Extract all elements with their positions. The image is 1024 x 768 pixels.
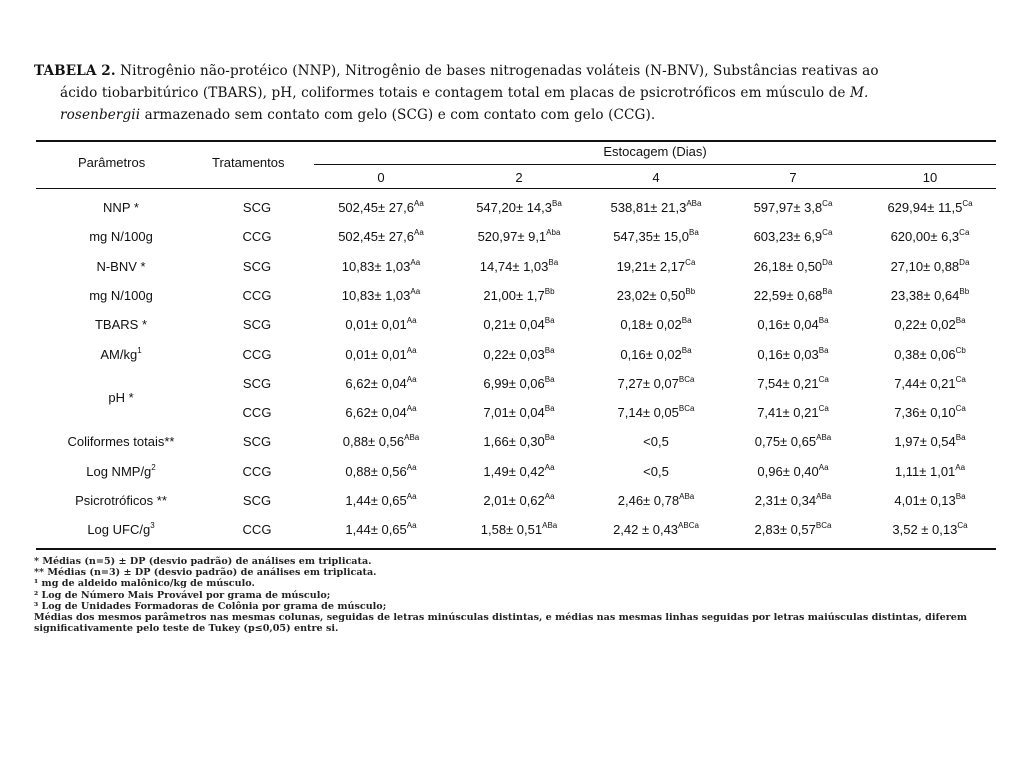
table-cell: $7,01\pm 0,04^{Ba}$ xyxy=(483,404,555,421)
table-cell: $7,36\pm 0,10^{Ca}$ xyxy=(894,404,966,421)
header-day-10: 10 xyxy=(922,170,938,185)
treatment-label: CCG xyxy=(242,463,272,479)
footnote: Médias dos mesmos parâmetros nas mesmas colunas, seguidas de letras minúsculas distintas, e médias nas mesmas linhas seguidas por letras maiúsculas distintas, diferem significativamente pelo teste de Tukey (p≤0,05) entre si. xyxy=(34,612,968,635)
treatment-label: SCG xyxy=(242,375,272,391)
parameter-label: Psicrotróficos ** xyxy=(75,493,167,508)
caption-line-3: rosenbergii armazenado sem contato com gelo (SCG) e com contato com gelo (CCG). xyxy=(60,107,656,123)
table-cell: $3,52 \pm 0,13^{Ca}$ xyxy=(892,521,968,538)
table-bottom-rule xyxy=(36,548,996,550)
table-cell: $0,18\pm 0,02^{Ba}$ xyxy=(620,316,692,333)
treatment-label: SCG xyxy=(242,258,272,274)
parameter-label: N-BNV * xyxy=(96,258,146,274)
table-cell: $1,58\pm 0,51^{ABa}$ xyxy=(480,521,558,538)
table-cell: $21,00\pm 1,7^{Bb}$ xyxy=(483,286,555,303)
treatment-label: SCG xyxy=(242,200,272,215)
table-cell: $7,27\pm 0,07^{BCa}$ xyxy=(617,374,695,391)
header-storage-days: Estocagem (Dias) xyxy=(603,144,707,159)
table-cell: $27,10\pm 0,88^{Da}$ xyxy=(890,257,970,274)
table-cell: $2,46\pm 0,78^{ABa}$ xyxy=(617,492,695,508)
table-cell: $0,01\pm 0,01^{Aa}$ xyxy=(345,345,417,362)
table-cell: $538,81\pm 21,3^{ABa}$ xyxy=(610,199,702,215)
table-cell: $6,62\pm 0,04^{Aa}$ xyxy=(345,374,417,391)
treatment-label: CCG xyxy=(242,229,272,245)
table-cell: $2,42 \pm 0,43^{ABCa}$ xyxy=(613,521,699,538)
parameter-label: Log NMP/$g^2$ xyxy=(86,462,156,479)
table-cell: <0,5 xyxy=(643,434,669,450)
parameter-label: $AM/kg^1$ xyxy=(100,345,142,362)
table-cell: $10,83\pm 1,03^{Aa}$ xyxy=(341,286,421,303)
table-cell: $2,31\pm 0,34^{ABa}$ xyxy=(754,492,832,508)
table-cell: $7,14\pm 0,05^{BCa}$ xyxy=(617,404,695,421)
table-cell: $0,22\pm 0,02^{Ba}$ xyxy=(894,316,966,333)
treatment-label: CCG xyxy=(242,346,272,362)
table-cell: $0,16\pm 0,02^{Ba}$ xyxy=(620,345,692,362)
table-cell: $22,59\pm 0,68^{Ba}$ xyxy=(753,286,833,303)
table-cell: $0,16\pm 0,03^{Ba}$ xyxy=(757,345,829,362)
table-cell: $620,00\pm 6,3^{Ca}$ xyxy=(890,228,970,245)
caption-label: TABELA 2. xyxy=(34,63,116,79)
footnote: * Médias (n=5) ± DP (desvio padrão) de análises em triplicata. xyxy=(34,556,372,567)
header-storage-rule xyxy=(314,164,996,165)
footnote: ¹ mg de aldeido malônico/kg de músculo. xyxy=(34,578,255,590)
table-cell: $7,54\pm 0,21^{Ca}$ xyxy=(757,374,829,391)
table-cell: $10,83\pm 1,03^{Aa}$ xyxy=(341,257,421,274)
table-cell: $0,22\pm 0,03^{Ba}$ xyxy=(483,345,555,362)
table-cell: $547,20\pm 14,3^{Ba}$ xyxy=(476,199,562,215)
parameter-label: mg N/100g xyxy=(89,287,153,303)
table-cell: $19,21\pm 2,17^{Ca}$ xyxy=(616,257,696,274)
table-cell: $0,01\pm 0,01^{Aa}$ xyxy=(345,316,417,333)
parameter-label: TBARS * xyxy=(94,317,147,333)
parameter-label: mg N/100g xyxy=(89,229,153,245)
table-cell: $1,49\pm 0,42^{Aa}$ xyxy=(483,462,555,479)
table-cell: $1,11\pm 1,01^{Aa}$ xyxy=(894,462,966,479)
table-cell: $629,94\pm 11,5^{Ca}$ xyxy=(887,199,973,215)
table-cell: $502,45\pm 27,6^{Aa}$ xyxy=(338,199,424,215)
caption-line-1: TABELA 2. Nitrogênio não-protéico (NNP), Nitrogênio de bases nitrogenadas voláteis (N-BNV), Substâncias reativas ao xyxy=(34,63,879,79)
header-day-7: 7 xyxy=(789,170,797,185)
header-day-2: 2 xyxy=(515,170,523,185)
table-cell: $520,97\pm 9,1^{Aba}$ xyxy=(477,228,561,245)
table-cell: $502,45\pm 27,6^{Aa}$ xyxy=(338,228,424,245)
table-cell: $597,97\pm 3,8^{Ca}$ xyxy=(753,199,833,215)
header-day-4: 4 xyxy=(652,170,660,185)
table-cell: $7,44\pm 0,21^{Ca}$ xyxy=(894,374,966,391)
table-cell: $6,62\pm 0,04^{Aa}$ xyxy=(345,404,417,421)
table-cell: $2,83\pm 0,57^{BCa}$ xyxy=(754,521,832,538)
table-top-rule xyxy=(36,140,996,142)
parameter-label: pH * xyxy=(108,390,134,406)
footnotes xyxy=(34,556,999,634)
header-bottom-rule xyxy=(36,188,996,189)
parameter-label: Log UFC/$g^3$ xyxy=(87,521,155,538)
table-cell: $7,41\pm 0,21^{Ca}$ xyxy=(757,404,829,421)
header-treatments: Tratamentos xyxy=(212,155,285,170)
table-cell: $6,99\pm 0,06^{Ba}$ xyxy=(483,374,555,391)
table-cell: $1,44\pm 0,65^{Aa}$ xyxy=(345,521,417,538)
table-cell: $0,16\pm 0,04^{Ba}$ xyxy=(757,316,829,333)
table-cell: $14,74\pm 1,03^{Ba}$ xyxy=(479,257,559,274)
table-cell: $1,97\pm 0,54^{Ba}$ xyxy=(894,433,966,450)
table-cell: $2,01\pm 0,62^{Aa}$ xyxy=(483,492,555,508)
treatment-label: CCG xyxy=(242,522,272,538)
header-day-0: 0 xyxy=(377,170,385,185)
table-cell: $23,02\pm 0,50^{Bb}$ xyxy=(616,286,696,303)
treatment-label: SCG xyxy=(242,434,272,450)
parameter-label: Coliformes totais** xyxy=(67,434,175,450)
treatment-label: SCG xyxy=(242,493,272,508)
caption-line-2: ácido tiobarbitúrico (TBARS), pH, coliformes totais e contagem total em placas de psicrotróficos em músculo de M. xyxy=(60,85,869,101)
table-cell: $0,88\pm 0,56^{ABa}$ xyxy=(342,433,420,450)
table-cell: $0,75\pm 0,65^{ABa}$ xyxy=(754,433,832,450)
header-parameters: Parâmetros xyxy=(78,155,146,170)
table-cell: $26,18\pm 0,50^{Da}$ xyxy=(753,257,833,274)
table-cell: $0,21\pm 0,04^{Ba}$ xyxy=(483,316,555,333)
footnote: ³ Log de Unidades Formadoras de Colônia por grama de músculo; xyxy=(34,600,387,612)
table-cell: $0,38\pm 0,06^{Cb}$ xyxy=(894,345,966,362)
treatment-label: CCG xyxy=(242,405,272,421)
table-cell: $1,44\pm 0,65^{Aa}$ xyxy=(345,492,417,508)
table-cell: $4,01\pm 0,13^{Ba}$ xyxy=(894,492,966,508)
footnote: ² Log de Número Mais Provável por grama de músculo; xyxy=(34,589,331,601)
treatment-label: CCG xyxy=(242,287,272,303)
parameter-label: NNP * xyxy=(103,200,139,215)
table-cell: <0,5 xyxy=(643,463,669,479)
treatment-label: SCG xyxy=(242,317,272,333)
table-cell: $0,96\pm 0,40^{Aa}$ xyxy=(757,462,829,479)
table-cell: $23,38\pm 0,64^{Bb}$ xyxy=(890,286,970,303)
table-caption xyxy=(34,60,999,126)
table-cell: $1,66\pm 0,30^{Ba}$ xyxy=(483,433,555,450)
footnote: ** Médias (n=3) ± DP (desvio padrão) de análises em triplicata. xyxy=(34,567,377,579)
table-cell: $603,23\pm 6,9^{Ca}$ xyxy=(753,228,833,245)
table-cell: $547,35\pm 15,0^{Ba}$ xyxy=(613,228,699,245)
table-cell: $0,88\pm 0,56^{Aa}$ xyxy=(345,462,417,479)
